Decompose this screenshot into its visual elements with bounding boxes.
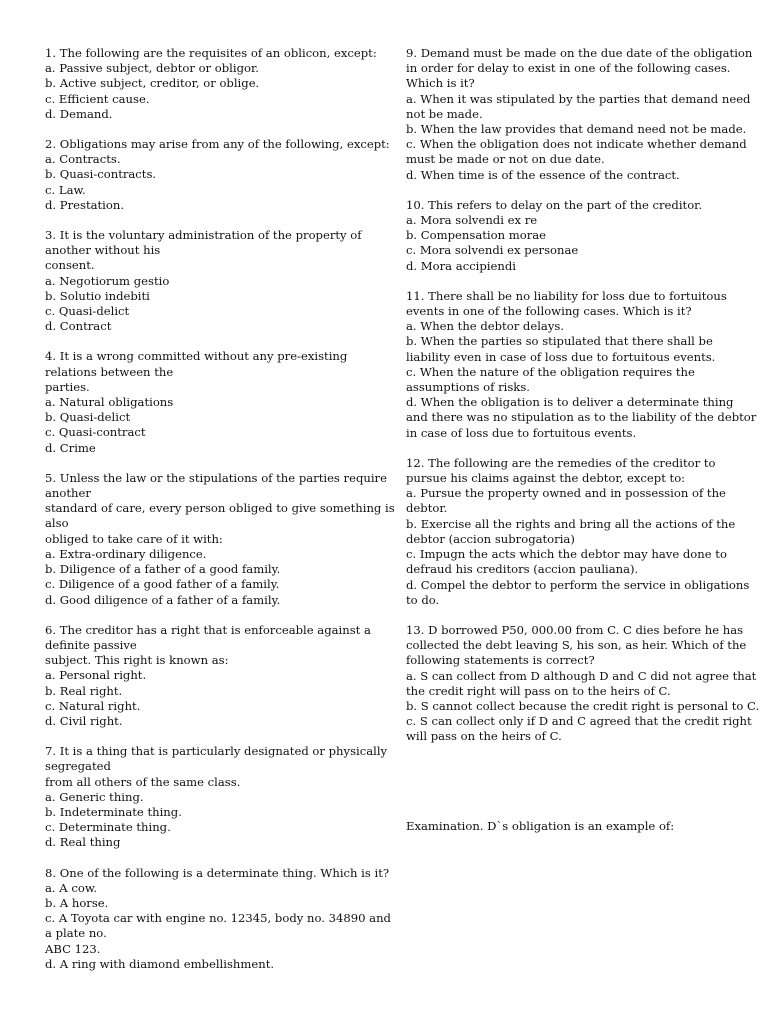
question-line: standard of care, every person obliged to give something is	[45, 501, 395, 516]
question-line: c. Quasi-delict	[45, 304, 130, 319]
question-line: d. Demand.	[45, 106, 113, 121]
examination-prompt	[406, 819, 728, 834]
question-line: relations between the	[45, 364, 174, 379]
question-line: not be made.	[406, 106, 483, 121]
question-line: b. Real right.	[45, 683, 123, 698]
question-line: also	[45, 516, 69, 531]
question-line: a. Passive subject, debtor or obligor.	[45, 61, 259, 76]
question-line: b. Quasi-contracts.	[45, 167, 157, 182]
question-line: defraud his creditors (accion pauliana).	[406, 562, 639, 577]
question-line: in order for delay to exist in one of the following cases.	[406, 61, 731, 76]
question-line: events in one of the following cases. Which is it?	[406, 304, 692, 319]
question-line: c. Diligence of a good father of a family.	[45, 577, 280, 592]
examination-text: Examination. D`s obligation is an example of:	[406, 818, 675, 833]
question-text: 12. The following are the remedies of the creditor to	[406, 455, 716, 470]
question-block	[406, 46, 753, 183]
question-line: c. Efficient cause.	[45, 91, 150, 106]
question-line: will pass on the heirs of C.	[406, 729, 562, 744]
question-line: a. When the debtor delays.	[406, 319, 565, 334]
question-line: debtor.	[406, 501, 448, 516]
question-text: 9. Demand must be made on the due date of the obligation	[406, 46, 753, 60]
question-line: b. S cannot collect because the credit right is personal to C.	[406, 698, 760, 713]
question-line: d. Good diligence of a father of a family.	[45, 592, 281, 607]
question-line: d. Contract	[45, 319, 112, 334]
right-column	[406, 46, 760, 849]
question-line: definite passive	[45, 637, 137, 652]
question-block	[45, 228, 365, 334]
question-line: d. When time is of the essence of the contract.	[406, 167, 680, 182]
question-line: debtor (accion subrogatoria)	[406, 531, 575, 546]
question-line: b. Indeterminate thing.	[45, 804, 182, 819]
question-text: 3. It is the voluntary administration of the property of	[45, 228, 362, 243]
question-text: 7. It is a thing that is particularly designated or physically	[45, 744, 388, 759]
question-line: the credit right will pass on to the heirs of C.	[406, 683, 671, 698]
question-block	[45, 349, 365, 455]
question-line: b. Diligence of a father of a good family.	[45, 562, 281, 577]
right-questions	[406, 46, 760, 745]
question-line: segregated	[45, 759, 111, 774]
question-line: a. Pursue the property owned and in possession of the	[406, 486, 726, 501]
question-line: a. Personal right.	[45, 668, 147, 683]
question-line: d. Compel the debtor to perform the service in obligations	[406, 577, 750, 592]
question-line: b. Active subject, creditor, or oblige.	[45, 76, 260, 91]
question-block	[45, 46, 377, 122]
question-line: consent.	[45, 258, 95, 273]
question-line: d. Civil right.	[45, 713, 123, 728]
question-block	[45, 622, 371, 729]
question-line: parties.	[45, 379, 90, 394]
question-line: to do.	[406, 592, 440, 607]
question-block	[45, 744, 388, 850]
question-text: 5. Unless the law or the stipulations of the parties require	[45, 470, 387, 485]
question-line: b. A horse.	[45, 895, 109, 910]
question-text: 13. D borrowed P50, 000.00 from C. C dies before he has	[406, 622, 744, 637]
question-text: 10. This refers to delay on the part of the creditor.	[406, 197, 703, 212]
question-line: a. Generic thing.	[45, 789, 144, 804]
question-line: a. Negotiorum gestio	[45, 273, 170, 288]
question-line: Which is it?	[406, 76, 475, 91]
question-line: b. Quasi-delict	[45, 410, 131, 425]
question-line: must be made or not on due date.	[406, 152, 605, 167]
question-line: d. Real thing	[45, 835, 121, 850]
question-line: c. S can collect only if D and C agreed that the credit right	[406, 714, 752, 729]
question-line: c. Determinate thing.	[45, 820, 171, 835]
question-line: c. Law.	[45, 182, 86, 197]
spacer	[406, 760, 728, 819]
question-line: a. Mora solvendi ex re	[406, 213, 538, 228]
question-line: collected the debt leaving S, his son, as heir. Which of the	[406, 638, 747, 653]
question-line: in case of loss due to fortuitous events.	[406, 425, 637, 440]
question-text: 1. The following are the requisites of an oblicon, except:	[45, 46, 377, 60]
question-line: pursue his claims against the debtor, except to:	[406, 471, 686, 486]
question-line: c. Natural right.	[45, 698, 141, 713]
question-line: following statements is correct?	[406, 653, 595, 668]
question-block	[406, 622, 760, 745]
question-line: c. When the obligation does not indicate whether demand	[406, 137, 747, 152]
question-block	[406, 288, 757, 441]
question-line: b. When the law provides that demand need not be made.	[406, 122, 747, 137]
question-line: a. Natural obligations	[45, 395, 174, 410]
question-line: c. Mora solvendi ex personae	[406, 243, 579, 258]
question-line: a plate no.	[45, 926, 107, 941]
question-line: and there was no stipulation as to the liability of the debtor	[406, 410, 757, 425]
question-text: 2. Obligations may arise from any of the following, except:	[45, 137, 390, 152]
question-block	[406, 455, 750, 608]
question-line: another	[45, 486, 91, 501]
question-line: d. When the obligation is to deliver a determinate thing	[406, 395, 734, 410]
question-line: a. A cow.	[45, 880, 98, 895]
question-line: c. A Toyota car with engine no. 12345, body no. 34890 and	[45, 911, 391, 926]
question-line: a. Contracts.	[45, 152, 121, 167]
question-line: liability even in case of loss due to fortuitous events.	[406, 349, 716, 364]
question-text: 4. It is a wrong committed without any pre-existing	[45, 349, 348, 364]
left-column	[45, 46, 395, 987]
question-line: b. Compensation morae	[406, 228, 547, 243]
question-line: c. When the nature of the obligation requires the	[406, 364, 695, 379]
question-line: a. When it was stipulated by the parties that demand need	[406, 91, 751, 106]
question-line: d. Prestation.	[45, 197, 125, 212]
question-line: assumptions of risks.	[406, 380, 530, 395]
question-line: c. Quasi-contract	[45, 425, 146, 440]
question-block	[45, 470, 395, 608]
question-text: 8. One of the following is a determinate thing. Which is it?	[45, 865, 390, 880]
question-line: subject. This right is known as:	[45, 653, 229, 668]
question-line: obliged to take care of it with:	[45, 531, 223, 546]
question-line: c. Impugn the acts which the debtor may have done to	[406, 547, 727, 562]
question-line: b. When the parties so stipulated that there shall be	[406, 334, 713, 349]
question-line: ABC 123.	[45, 941, 101, 956]
question-block	[45, 137, 390, 213]
question-text: 6. The creditor has a right that is enforceable against a	[45, 622, 371, 637]
question-text: 11. There shall be no liability for loss due to fortuitous	[406, 288, 727, 303]
question-block	[406, 198, 728, 274]
question-line: a. Extra-ordinary diligence.	[45, 546, 207, 561]
question-block	[45, 865, 391, 972]
question-line: d. Mora accipiendi	[406, 258, 516, 273]
question-line: another without his	[45, 243, 161, 258]
question-line: b. Solutio indebiti	[45, 288, 150, 303]
question-line: a. S can collect from D although D and C did not agree that	[406, 668, 757, 683]
question-line: d. Crime	[45, 440, 96, 455]
question-line: d. A ring with diamond embellishment.	[45, 956, 275, 971]
question-line: from all others of the same class.	[45, 774, 241, 789]
question-line: b. Exercise all the rights and bring all the actions of the	[406, 516, 736, 531]
